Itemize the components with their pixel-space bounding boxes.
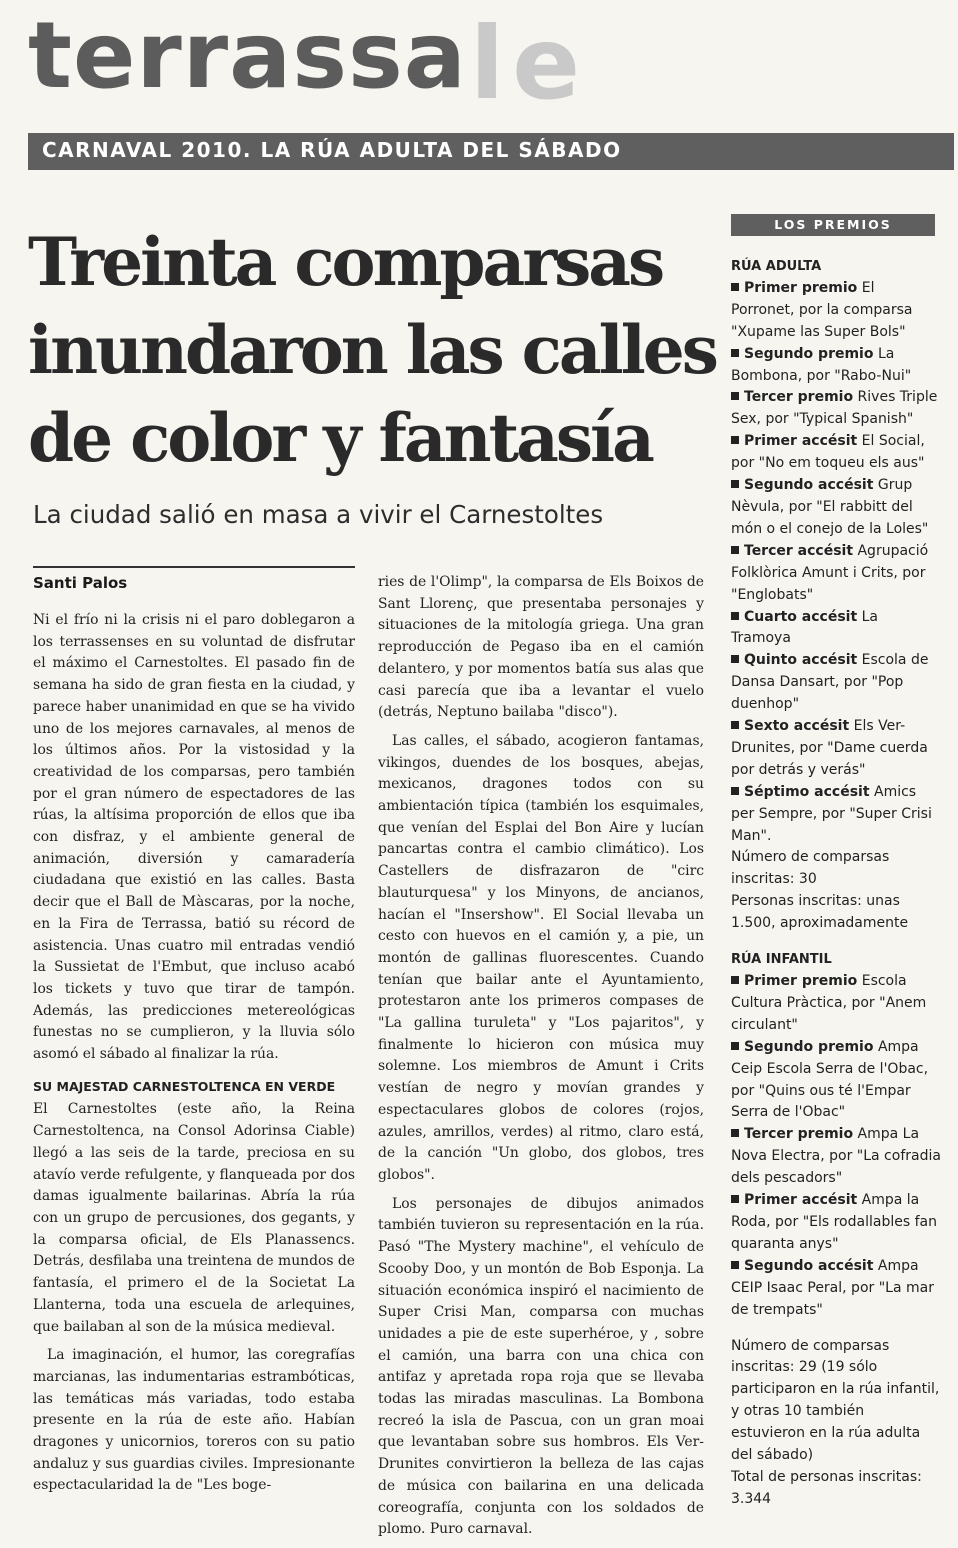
award-item [731,387,941,431]
award-prize: Segundo accésit [744,477,874,494]
paragraph: Ni el frío ni la crisis ni el paro doblegaron a los terrassenses en su voluntad de disfrutar el máximo el Carnestoltes. El pasado fin de semana ha sido de gran fiesta en la ciudad, y parece haber unanimidad en que se ha vivido uno de los mejores carnavales, al menos de los últimos años. Por la vistosidad y la creatividad de los comparsas, pero también por el gran número de espectadores de las rúas, la altísima proporción de ellos que iba con disfraz, y el ambiente general de animación, diversión y camaradería ciudadana que existió en las calles. Basta decir que el Ball de Màscaras, por la noche, en la Fira de Terrassa, batió su récord de asistencia. Unas cuatro mil entradas vendió la Sussietat de l'Embut, que incluso acabó los tickets y tuvo que tirar de tampón. Además, las predicciones metereológicas funestas no se cumplieron, y la lluvia sólo asomó el sábado al finalizar la rúa. [33,612,355,1063]
paragraph: El Carnestoltes (este año, la Reina Carnestoltenca, na Consol Adorinsa Ciable) llegó a las seis de la tarde, preciosa en su atavío verde refulgente, y flanqueada por dos damas igualmente bailarinas. Abría la rúa con un grupo de percusiones, dos gegants, y la comparsa oficial, de Els Planassencs. Detrás, desfilaba una treintena de mundos de fantasía, el primero el de la Societat La Llanterna, toda una escuela de arlequines, que bailaban al son de la música medieval. [33,1101,356,1335]
award-prize: Primer premio [744,973,858,989]
award-item [731,716,941,782]
headline-line: de color y fantasía [28,399,652,477]
article-column-1 [33,610,355,1504]
award-item [731,1190,941,1256]
awards-list-adult [731,278,941,848]
award-prize: Primer accésit [744,433,858,450]
award-item [731,278,941,344]
award-item [731,431,941,475]
awards-note: Número de comparsas inscritas: 30 [731,849,890,888]
award-prize: Séptimo accésit [744,783,870,800]
award-winner: Ampa La Nova Electra, por "La cofradia dels pescadors" [731,1126,941,1187]
awards-note: Total de personas inscritas: 3.344 [731,1468,922,1507]
award-winner: Agrupació Folklòrica Amunt i Crits, por "Englobats" [731,542,929,603]
background-print-bleed: le [470,8,589,120]
award-winner: La Bombona, por "Rabo-Nui" [731,345,912,384]
bullet-square-icon [731,392,739,400]
bullet-square-icon [731,976,739,984]
bullet-square-icon [731,655,739,663]
award-item [731,344,941,388]
award-item [731,1124,941,1190]
section-subtitle: SU MAJESTAD CARNESTOLTENCA EN VERDE [33,1078,336,1094]
paragraph: La imaginación, el humor, las coregrafías marcianas, las indumentarias estrambóticas, las temáticas más variadas, todo estaba presente en la rúa de este año. Habían dragones y unicornios, toreros con su patio andaluz y sus guardias civiles. Impresionante espectacularidad la de "Les boge- [33,1347,355,1494]
award-winner: El Social, por "No em toqueu els aus" [731,433,925,472]
award-item [731,1256,941,1322]
award-prize: Primer premio [744,279,858,296]
awards-sidebar [731,256,941,1511]
paragraph: Los personajes de dibujos animados también tuvieron su representación en la rúa. Pasó "The Mystery machine", el vehículo de Scooby Doo, y un montón de Bob Esponja. La situación económica inspiró el nacimiento de Super Crisi Man, comparsa con muchas unidades a pie de este superhéroe, y , sobre el camión, una barra con una chica con antifaz y apretada ropa roja que se llevaba todas las miradas masculinas. La Bombona recreó la isla de Pascua, con un gran moai que levantaban sobre sus hombros. Els Ver-Drunites convirtieron la belleza de las cajas de música con bailarina en una delicada coreografía, conjunta con los soldados de plomo. Puro carnaval. [378,1195,704,1538]
headline-line: Treinta comparsas [28,223,663,301]
award-prize: Segundo premio [744,345,874,362]
award-item [731,650,941,716]
award-winner: Els Ver-Drunites, por "Dame cuerda por detrás y verás" [731,718,928,778]
awards-list-child [731,971,941,1322]
award-prize: Segundo premio [744,1038,874,1055]
article-column-2 [378,572,704,1548]
award-winner: Escola Cultura Pràctica, por "Anem circulant" [731,973,927,1033]
awards-category-title: RÚA ADULTA [731,259,822,274]
award-winner: Ampa CEIP Isaac Peral, por "La mar de trempats" [731,1257,934,1318]
award-winner: Escola de Dansa Dansart, por "Pop duenhop" [731,652,929,713]
paragraph: ries de l'Olimp", la comparsa de Els Boixos de Sant Llorenç, que presentaba personajes y situaciones de la mitología griega. Una gran reproducción de Pegaso iba en el camión delantero, y por momentos batía sus alas que casi parecía que iba a levantar el vuelo (detrás, Neptuno bailaba "disco"). [378,574,704,721]
award-winner: Ampa la Roda, por "Els rodallables fan quaranta anys" [731,1192,937,1252]
award-item [731,782,941,848]
kicker-text: CARNAVAL 2010. LA RÚA ADULTA DEL SÁBADO [42,138,622,162]
byline-rule [33,566,355,568]
bullet-square-icon [731,480,739,488]
awards-header: LOS PREMIOS [774,217,892,232]
bullet-square-icon [731,1042,739,1050]
award-item [731,607,941,651]
award-prize: Tercer premio [744,1126,854,1143]
award-item [731,541,941,607]
awards-note: Personas inscritas: unas 1.500, aproximadamente [731,893,909,932]
award-item [731,1037,941,1125]
award-item [731,971,941,1037]
bullet-square-icon [731,721,739,729]
award-winner: La Tramoya [731,608,878,647]
paragraph: Las calles, el sábado, acogieron fantamas, vikingos, duendes de los bosques, abejas, mexicanos, dragones todos con su ambientación típica (también los esquimales, que venían del Esplai del Bon Aire y lucían pancartas contra el cambio climático). Los Castellers de disfrazaron de "circ blauturquesa" y los Minyons, de ancianos, hacían el "Insershow". El Social llevaba un cesto con huevos en el camión y, a pie, un montón de gallinas fluorescentes. Cuando tenían que bailar ante el Ayuntamiento, protestaron ante los primeros compases de "La gallina turuleta" y "Los pajaritos", y finalmente lo hicieron con música muy solemne. Los miembros de Amunt i Crits vestían de negro y movían grandes y espectaculares globos de colores (rojos, azules, amrillos, verdes) al ritmo, claro está, de la canción "Un globo, dos globos, tres globos". [378,732,704,1183]
award-winner: El Porronet, por la comparsa "Xupame las Super Bols" [731,279,913,340]
award-prize: Quinto accésit [744,652,858,669]
award-prize: Segundo accésit [744,1257,874,1274]
bullet-square-icon [731,612,739,620]
award-winner: Ampa Ceip Escola Serra de l'Obac, por "Quins ous té l'Empar Serra de l'Obac" [731,1038,929,1121]
awards-category-title: RÚA INFANTIL [731,952,832,968]
bullet-square-icon [731,1195,739,1203]
headline [28,218,716,482]
awards-header-bar [731,214,935,236]
award-prize: Tercer accésit [744,542,854,559]
bullet-square-icon [731,1261,739,1269]
awards-note: Número de comparsas inscritas: 29 (19 sólo participaron en la rúa infantil, y otras 10 también estuvieron en la rúa adulta del sábado) [731,1337,940,1464]
bullet-square-icon [731,787,739,795]
award-winner: Grup Nèvula, por "El rabbitt del món o el conejo de la Loles" [731,477,929,537]
byline: Santi Palos [33,574,128,592]
bullet-square-icon [731,546,739,554]
award-winner: Amics per Sempre, por "Super Crisi Man". [731,783,932,844]
bullet-square-icon [731,349,739,357]
award-prize: Tercer premio [744,389,854,406]
headline-line: inundaron las calles [28,311,716,389]
section-title: terrassa [28,2,467,109]
award-prize: Primer accésit [744,1192,858,1209]
award-item [731,475,941,541]
bullet-square-icon [731,283,739,291]
award-winner: Rives Triple Sex, por "Typical Spanish" [731,389,938,428]
award-prize: Sexto accésit [744,718,850,735]
award-prize: Cuarto accésit [744,608,858,625]
bullet-square-icon [731,1129,739,1137]
bullet-square-icon [731,436,739,444]
subheadline: La ciudad salió en masa a vivir el Carnestoltes [33,500,604,529]
kicker-bar [28,133,954,170]
